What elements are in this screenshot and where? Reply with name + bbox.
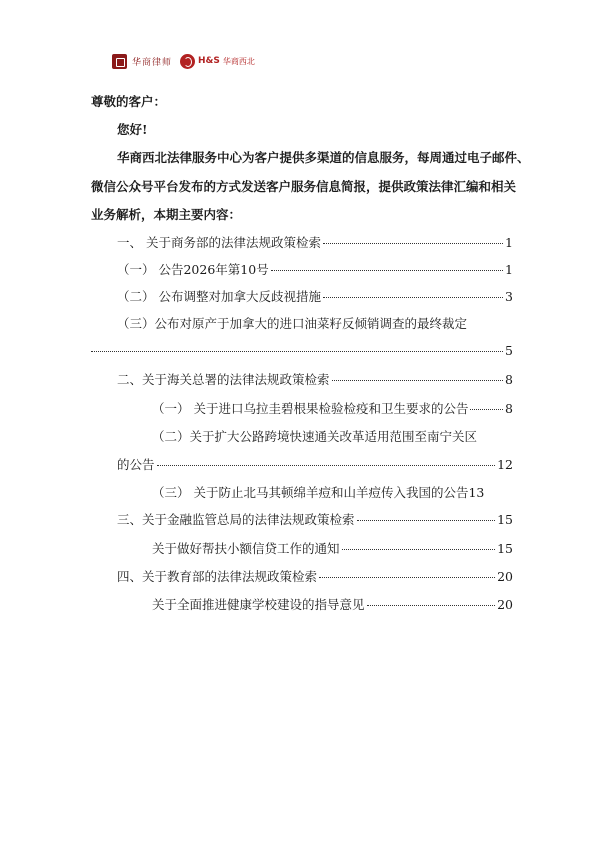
toc-leader — [271, 270, 503, 271]
toc-leader — [357, 520, 496, 521]
toc-page-number: 13 — [468, 485, 485, 500]
toc-entry-label: 二、关于海关总署的法律法规政策检索 — [117, 372, 330, 387]
toc-entry-label: 三、关于金融监管总局的法律法规政策检索 — [117, 512, 355, 527]
toc-entry-label: （二） 公布调整对加拿大反歧视措施 — [117, 289, 321, 304]
toc-page-number: 20 — [497, 569, 513, 584]
toc-page-number: 12 — [497, 457, 513, 472]
toc-entry[interactable] — [117, 235, 513, 251]
toc-entry-label-cont: 的公告 — [117, 457, 155, 472]
toc-entry[interactable] — [117, 569, 513, 585]
toc-leader — [319, 577, 495, 578]
toc-leader — [332, 380, 504, 381]
toc-entry[interactable] — [152, 401, 513, 417]
toc-page-number: 5 — [505, 343, 513, 358]
toc-entry-label: 关于做好帮扶小额信贷工作的通知 — [152, 541, 340, 556]
toc-entry-label: （一） 关于进口乌拉圭碧根果检验检疫和卫生要求的公告 — [152, 401, 469, 416]
toc-page-number: 3 — [505, 289, 513, 304]
toc-entry-label: （一） 公告2026年第10号 — [117, 262, 269, 277]
toc-entry-label[interactable]: （二）关于扩大公路跨境快速通关改革适用范围至南宁关区 — [152, 429, 478, 444]
toc-entry[interactable] — [117, 289, 513, 305]
toc-page-number: 1 — [505, 235, 513, 250]
toc-leader — [470, 409, 503, 410]
logo2-text: 华商西北 — [222, 56, 255, 66]
toc-entry-label: 一、 关于商务部的法律法规政策检索 — [117, 235, 321, 250]
toc-entry[interactable] — [152, 597, 513, 613]
hs-circle-logo-icon — [180, 54, 195, 69]
toc-page-number: 15 — [497, 541, 513, 556]
header-logos — [112, 50, 255, 72]
toc-page-number: 8 — [505, 372, 513, 387]
toc-entry[interactable] — [117, 262, 513, 278]
toc-page-number: 20 — [497, 597, 513, 612]
toc-leader — [367, 605, 496, 606]
intro-line-2: 微信公众号平台发布的方式发送客户服务信息简报，提供政策法律汇编和相关 — [91, 179, 517, 194]
toc-entry-label[interactable]: （三）公布对原产于加拿大的进口油菜籽反倾销调查的最终裁定 — [117, 316, 468, 331]
toc-leader — [157, 465, 496, 466]
intro-line-3: 业务解析，本期主要内容： — [91, 207, 242, 222]
intro-line-1: 华商西北法律服务中心为客户提供多渠道的信息服务，每周通过电子邮件、 — [117, 150, 530, 165]
toc-entry[interactable] — [152, 541, 513, 557]
toc-page-number: 1 — [505, 262, 513, 277]
salutation: 您好! — [117, 122, 148, 137]
toc-entry-label: 关于全面推进健康学校建设的指导意见 — [152, 597, 365, 612]
toc-entry-continuation[interactable] — [91, 343, 513, 359]
toc-entry[interactable] — [117, 372, 513, 388]
toc-entry-label: （三） 关于防止北马其顿绵羊痘和山羊痘传入我国的公告 — [152, 485, 469, 500]
toc-leader — [342, 549, 496, 550]
toc-page-number: 15 — [497, 512, 513, 527]
toc-entry[interactable] — [152, 485, 513, 501]
toc-leader — [91, 351, 503, 352]
toc-leader — [323, 297, 503, 298]
toc-entry[interactable] — [117, 512, 513, 528]
logo2-mark: H&S — [198, 56, 220, 66]
hs-law-logo-icon — [112, 54, 127, 69]
toc-leader — [323, 243, 503, 244]
toc-page-number: 8 — [505, 401, 513, 416]
logo1-text: 华商律师 — [132, 57, 173, 68]
toc-entry-label: 四、关于教育部的法律法规政策检索 — [117, 569, 318, 584]
toc-entry-continuation[interactable] — [117, 457, 513, 473]
greeting: 尊敬的客户： — [91, 94, 167, 109]
